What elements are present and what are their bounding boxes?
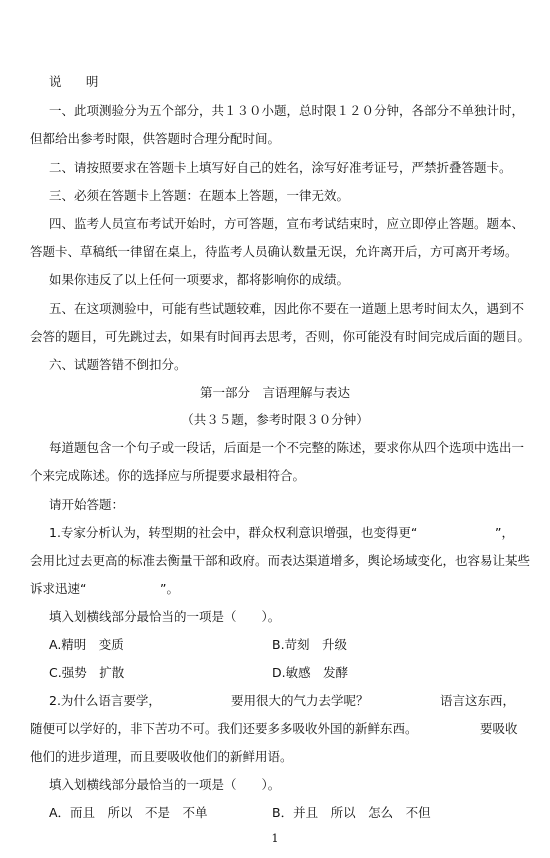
- q2-stem-line2-end: 要吸收: [480, 721, 518, 736]
- instruction-line: 六、试题答错不倒扣分。: [49, 357, 187, 372]
- instruction-line: 一、此项测验分为五个部分，共１３０小题，总时限１２０分钟，各部分不单独计时，: [49, 103, 525, 118]
- section-description: 个来完成陈述。你的选择应与所提要求最相符合。: [30, 468, 306, 483]
- heading-char-2: 明: [85, 74, 99, 89]
- instruction-line: 三、必须在答题卡上答题：在题本上答题，一律无效。: [49, 188, 350, 203]
- q1-prompt: 填入划横线部分最恰当的一项是（ ）。: [49, 609, 281, 624]
- q1-quote-close: ”，: [495, 525, 514, 540]
- q2-stem-line3: 他们的进步道理，而且要吸收他们的新鲜用语。: [30, 749, 293, 764]
- section-subtitle: （共３５题，参考时限３０分钟）: [181, 412, 369, 427]
- q2-stem-part3: 语言这东西，: [440, 693, 516, 708]
- q2-stem-part2: 要用很大的气力去学呢？: [231, 693, 369, 708]
- q1-option-a[interactable]: A.精明 变质: [49, 637, 124, 652]
- q1-option-d[interactable]: D.敏感 发酵: [272, 665, 349, 680]
- q2-option-a[interactable]: A．而且 所以 不是 不单: [49, 805, 208, 820]
- q2-option-b[interactable]: B．并且 所以 怎么 不但: [272, 805, 431, 820]
- instruction-line: 答题卡、草稿纸一律留在桌上，待监考人员确认数量无误，允许离开后，方可离开考场。: [30, 244, 518, 259]
- q2-stem-line2: 随便可以学好的，非下苦功不可。我们还要多多吸收外国的新鲜东西。: [30, 721, 418, 736]
- start-prompt: 请开始答题：: [49, 497, 125, 512]
- q1-stem-line2: 会用比过去更高的标准去衡量干部和政府。而表达渠道增多，舆论场域变化，也容易让某些: [30, 553, 531, 568]
- q2-stem-part1: 2.为什么语言要学，: [49, 693, 161, 708]
- instructions-heading: [49, 74, 99, 90]
- instruction-line: 如果你违反了以上任何一项要求，都将影响你的成绩。: [49, 272, 350, 287]
- section-description: 每道题包含一个句子或一段话，后面是一个不完整的陈述，要求你从四个选项中选出一: [49, 440, 525, 455]
- section-title: 第一部分 言语理解与表达: [199, 385, 350, 400]
- instruction-line: 四、监考人员宣布考试开始时，方可答题，宣布考试结束时，应立即停止答题。题本、: [49, 216, 525, 231]
- instruction-line: 五、在这项测验中，可能有些试题较难，因此你不要在一道题上思考时间太久，遇到不: [49, 301, 525, 316]
- q1-option-c[interactable]: C.强势 扩散: [49, 665, 125, 680]
- instruction-line: 但都给出参考时限，供答题时合理分配时间。: [30, 131, 281, 146]
- q1-quote-close: ”。: [160, 581, 179, 596]
- q1-stem-line1: 1.专家分析认为，转型期的社会中，群众权利意识增强，也变得更“: [49, 525, 418, 540]
- page-number: 1: [271, 832, 279, 845]
- instruction-line: 二、请按照要求在答题卡上填写好自己的姓名，涂写好准考证号，严禁折叠答题卡。: [49, 160, 512, 175]
- instruction-line: 会答的题目，可先跳过去，如果有时间再去思考，否则，你可能没有时间完成后面的题目。: [30, 329, 531, 344]
- heading-char-1: 说: [49, 74, 62, 89]
- q1-stem-line3: 诉求迅速“: [30, 581, 87, 596]
- q2-prompt: 填入划横线部分最恰当的一项是（ ）。: [49, 777, 281, 792]
- q1-option-b[interactable]: B.苛刻 升级: [272, 637, 348, 652]
